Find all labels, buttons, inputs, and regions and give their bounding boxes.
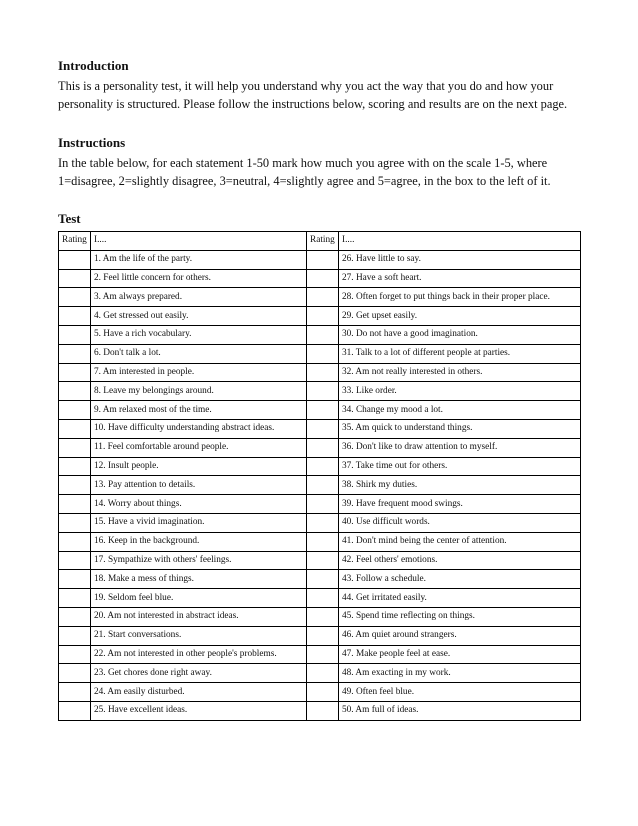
- table-row: [59, 307, 581, 326]
- rating-box-left[interactable]: [59, 645, 91, 664]
- table-row: [59, 325, 581, 344]
- rating-box-left[interactable]: [59, 438, 91, 457]
- rating-box-right[interactable]: [307, 551, 339, 570]
- table-row: [59, 457, 581, 476]
- table-row: [59, 344, 581, 363]
- statement-right: 48. Am exacting in my work.: [339, 664, 581, 683]
- statement-left: 16. Keep in the background.: [91, 532, 307, 551]
- statement-right: 39. Have frequent mood swings.: [339, 495, 581, 514]
- statement-left: 21. Start conversations.: [91, 626, 307, 645]
- rating-box-left[interactable]: [59, 570, 91, 589]
- rating-box-left[interactable]: [59, 382, 91, 401]
- rating-box-right[interactable]: [307, 701, 339, 720]
- rating-box-left[interactable]: [59, 476, 91, 495]
- table-row: [59, 683, 581, 702]
- table-row: [59, 288, 581, 307]
- statement-left: 6. Don't talk a lot.: [91, 344, 307, 363]
- statement-right: 27. Have a soft heart.: [339, 269, 581, 288]
- rating-box-left[interactable]: [59, 250, 91, 269]
- rating-box-left[interactable]: [59, 607, 91, 626]
- rating-box-right[interactable]: [307, 495, 339, 514]
- statement-left: 2. Feel little concern for others.: [91, 269, 307, 288]
- table-row: [59, 269, 581, 288]
- statement-right: 28. Often forget to put things back in their proper place.: [339, 288, 581, 307]
- instructions-text: In the table below, for each statement 1-50 mark how much you agree with on the scale 1-5, where 1=disagree, 2=slightly disagree, 3=neutral, 4=slightly agree and 5=agree, in the box to the left of it.: [58, 156, 551, 188]
- rating-box-left[interactable]: [59, 457, 91, 476]
- table-row: [59, 645, 581, 664]
- table-row: [59, 589, 581, 608]
- statement-right: 38. Shirk my duties.: [339, 476, 581, 495]
- rating-box-right[interactable]: [307, 401, 339, 420]
- table-row: [59, 476, 581, 495]
- statement-left: 3. Am always prepared.: [91, 288, 307, 307]
- rating-box-right[interactable]: [307, 626, 339, 645]
- statement-left: 5. Have a rich vocabulary.: [91, 325, 307, 344]
- test-heading: Test: [58, 211, 81, 226]
- statement-left: 10. Have difficulty understanding abstract ideas.: [91, 419, 307, 438]
- statement-right: 37. Take time out for others.: [339, 457, 581, 476]
- table-row: [59, 363, 581, 382]
- rating-box-right[interactable]: [307, 570, 339, 589]
- statement-right: 50. Am full of ideas.: [339, 701, 581, 720]
- rating-box-right[interactable]: [307, 683, 339, 702]
- statement-left: 19. Seldom feel blue.: [91, 589, 307, 608]
- rating-box-left[interactable]: [59, 626, 91, 645]
- statement-left: 18. Make a mess of things.: [91, 570, 307, 589]
- rating-box-right[interactable]: [307, 363, 339, 382]
- statement-right: 30. Do not have a good imagination.: [339, 325, 581, 344]
- statement-right: 41. Don't mind being the center of attention.: [339, 532, 581, 551]
- rating-box-left[interactable]: [59, 363, 91, 382]
- rating-box-right[interactable]: [307, 532, 339, 551]
- statement-left: 7. Am interested in people.: [91, 363, 307, 382]
- rating-box-right[interactable]: [307, 307, 339, 326]
- statement-left: 9. Am relaxed most of the time.: [91, 401, 307, 420]
- introduction-heading: Introduction: [58, 58, 129, 73]
- statement-left: 1. Am the life of the party.: [91, 250, 307, 269]
- statement-left: 4. Get stressed out easily.: [91, 307, 307, 326]
- rating-box-left[interactable]: [59, 325, 91, 344]
- rating-box-left[interactable]: [59, 495, 91, 514]
- rating-box-right[interactable]: [307, 476, 339, 495]
- statement-left: 22. Am not interested in other people's problems.: [91, 645, 307, 664]
- table-row: [59, 607, 581, 626]
- rating-box-left[interactable]: [59, 683, 91, 702]
- rating-box-right[interactable]: [307, 325, 339, 344]
- rating-box-left[interactable]: [59, 701, 91, 720]
- rating-box-right[interactable]: [307, 288, 339, 307]
- statement-left: 25. Have excellent ideas.: [91, 701, 307, 720]
- rating-box-left[interactable]: [59, 551, 91, 570]
- statement-left: 17. Sympathize with others' feelings.: [91, 551, 307, 570]
- rating-header-right: Rating: [307, 232, 339, 251]
- rating-box-left[interactable]: [59, 513, 91, 532]
- statement-header-right: I....: [339, 232, 581, 251]
- statement-header-left: I....: [91, 232, 307, 251]
- table-row: [59, 513, 581, 532]
- instructions-heading: Instructions: [58, 135, 126, 150]
- statement-right: 47. Make people feel at ease.: [339, 645, 581, 664]
- statement-right: 49. Often feel blue.: [339, 683, 581, 702]
- table-row: [59, 419, 581, 438]
- rating-box-right[interactable]: [307, 664, 339, 683]
- rating-box-right[interactable]: [307, 513, 339, 532]
- rating-box-right[interactable]: [307, 269, 339, 288]
- rating-box-left[interactable]: [59, 288, 91, 307]
- statement-right: 44. Get irritated easily.: [339, 589, 581, 608]
- statement-right: 26. Have little to say.: [339, 250, 581, 269]
- rating-box-right[interactable]: [307, 589, 339, 608]
- statement-right: 46. Am quiet around strangers.: [339, 626, 581, 645]
- statement-left: 11. Feel comfortable around people.: [91, 438, 307, 457]
- statement-left: 20. Am not interested in abstract ideas.: [91, 607, 307, 626]
- table-row: [59, 250, 581, 269]
- rating-box-left[interactable]: [59, 589, 91, 608]
- statement-right: 35. Am quick to understand things.: [339, 419, 581, 438]
- table-row: [59, 626, 581, 645]
- rating-box-right[interactable]: [307, 607, 339, 626]
- rating-box-left[interactable]: [59, 532, 91, 551]
- statement-right: 40. Use difficult words.: [339, 513, 581, 532]
- statement-left: 15. Have a vivid imagination.: [91, 513, 307, 532]
- statement-right: 31. Talk to a lot of different people at parties.: [339, 344, 581, 363]
- rating-box-left[interactable]: [59, 344, 91, 363]
- statement-left: 8. Leave my belongings around.: [91, 382, 307, 401]
- statement-left: 12. Insult people.: [91, 457, 307, 476]
- rating-box-left[interactable]: [59, 419, 91, 438]
- rating-box-right[interactable]: [307, 438, 339, 457]
- rating-box-left[interactable]: [59, 307, 91, 326]
- table-row: [59, 495, 581, 514]
- rating-box-right[interactable]: [307, 645, 339, 664]
- table-row: [59, 551, 581, 570]
- rating-header-left: Rating: [59, 232, 91, 251]
- statement-right: 42. Feel others' emotions.: [339, 551, 581, 570]
- table-row: [59, 532, 581, 551]
- statement-right: 45. Spend time reflecting on things.: [339, 607, 581, 626]
- rating-box-right[interactable]: [307, 250, 339, 269]
- rating-box-left[interactable]: [59, 401, 91, 420]
- rating-box-right[interactable]: [307, 344, 339, 363]
- statement-left: 13. Pay attention to details.: [91, 476, 307, 495]
- statement-right: 29. Get upset easily.: [339, 307, 581, 326]
- table-header-row: [59, 232, 581, 251]
- rating-box-right[interactable]: [307, 419, 339, 438]
- statement-right: 33. Like order.: [339, 382, 581, 401]
- table-row: [59, 664, 581, 683]
- statement-right: 32. Am not really interested in others.: [339, 363, 581, 382]
- rating-box-left[interactable]: [59, 664, 91, 683]
- test-table: [58, 231, 581, 721]
- statement-left: 14. Worry about things.: [91, 495, 307, 514]
- statement-right: 36. Don't like to draw attention to myself.: [339, 438, 581, 457]
- statement-left: 24. Am easily disturbed.: [91, 683, 307, 702]
- statement-right: 43. Follow a schedule.: [339, 570, 581, 589]
- rating-box-right[interactable]: [307, 457, 339, 476]
- table-row: [59, 401, 581, 420]
- introduction-text: This is a personality test, it will help you understand why you act the way that you do and how your personality is structured. Please follow the instructions below, scoring and results are on the next page.: [58, 79, 568, 111]
- statement-right: 34. Change my mood a lot.: [339, 401, 581, 420]
- rating-box-left[interactable]: [59, 269, 91, 288]
- table-row: [59, 438, 581, 457]
- statement-left: 23. Get chores done right away.: [91, 664, 307, 683]
- table-row: [59, 382, 581, 401]
- rating-box-right[interactable]: [307, 382, 339, 401]
- table-row: [59, 570, 581, 589]
- table-row: [59, 701, 581, 720]
